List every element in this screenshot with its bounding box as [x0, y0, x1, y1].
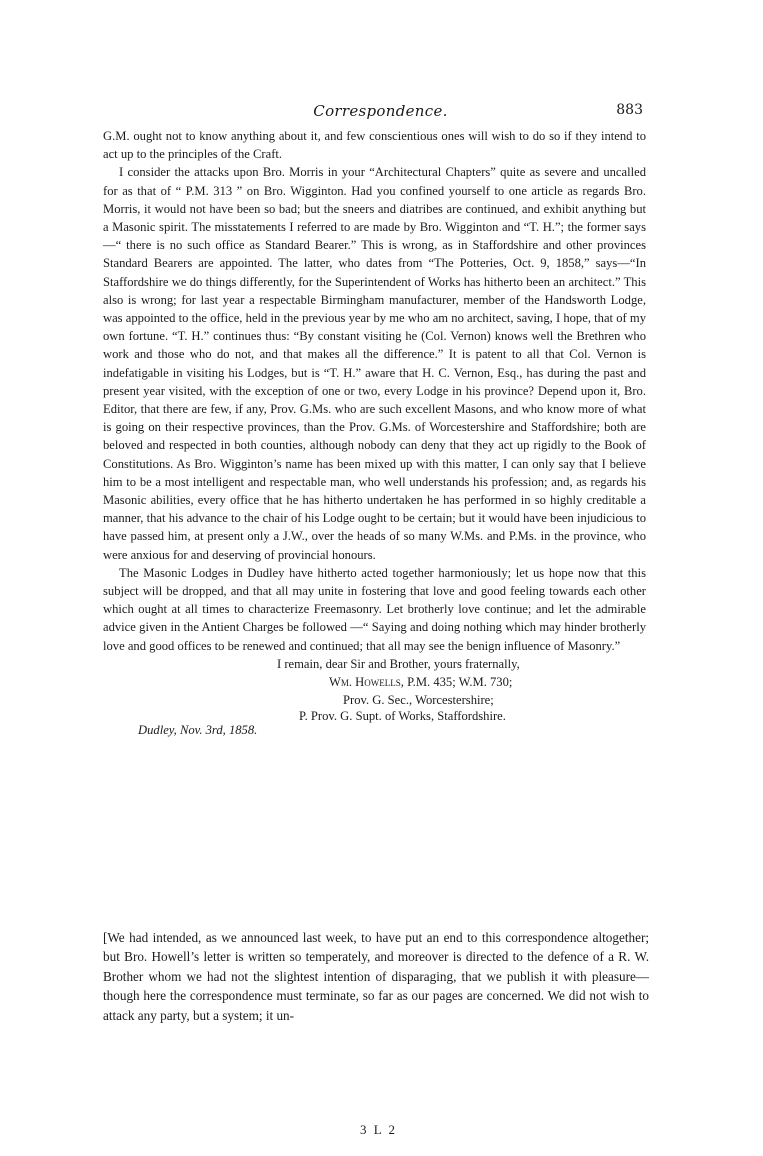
page-number: 883	[616, 102, 643, 118]
running-title: Correspondence.	[313, 102, 448, 120]
signature-mark: 3 L 2	[360, 1122, 397, 1137]
signature-line-3: P. Prov. G. Supt. of Works, Staffordshire.	[299, 708, 506, 723]
signature-titles: , P.M. 435; W.M. 730;	[400, 675, 513, 690]
signature-name: Wm. Howells	[329, 675, 401, 690]
place-and-date: Dudley, Nov. 3rd, 1858.	[138, 722, 258, 737]
signature-line-1	[329, 673, 646, 691]
letter-paragraph-2: I consider the attacks upon Bro. Morris in your “Architectural Chapters” quite as severe and uncalled for as that of “ P.M. 313 ” on Bro. Wigginton. Had you confined yourself to one article as regards Bro. Morris, it would not have been so bad; but the sneers and diatribes are continued, and exhibit anything but a Masonic spirit. The misstatements I referred to are made by Bro. Wigginton and “T. H.”; the former says—“ there is no such office as Standard Bearer.” This is wrong, as in Staffordshire and other provinces Standard Bearers are appointed. The latter, who dates from “The Potteries, Oct. 9, 1858,” says—“In Staffordshire we do things differently, for the Superintendent of Works has hitherto been an architect.” This also is wrong; for last year a respectable Birmingham manufacturer, member of the Handsworth Lodge, was appointed to the office, held in the previous year by me who am no architect, saving, I hope, that of my own fortune. “T. H.” continues thus: “By constant visiting he (Col. Vernon) knows well the Brethren who work and those who do not, and that makes all the difference.” It is patent to all that Col. Vernon is indefatigable in visiting his Lodges, but is “T. H.” aware that H. C. Vernon, Esq., has during the past and present year visited, with the exception of one or two, every Lodge in his province? Depend upon it, Bro. Editor, that there are few, if any, Prov. G.Ms. who are such excellent Masons, and who know more of what is going on their respective provinces, than the Prov. G.Ms. of Worcestershire and Staffordshire; both are beloved and respected in both counties, although nobody can deny that they act up rigidly to the Book of Constitutions. As Bro. Wigginton’s name has been mixed up with this matter, I can only say that I believe him to be a most intelligent and respectable man, who well understands his profession; and, as regards his Masonic abilities, every office that he has hitherto undertaken he has performed in so highly creditable a manner, that his advance to the chair of his Lodge ought to be certain; but it would have been injudicious to have passed him, at present only a J.W., over the heads of so many W.Ms. and P.Ms. in the province, who were anxious for and deserving of provincial honours.	[103, 165, 646, 562]
editorial-note: [We had intended, as we announced last week, to have put an end to this correspondence altogether; but Bro. Howell’s letter is written so temperately, and moreover is directed to the defence of a R. W. Brother whom we had not the slightest intention of disparaging, that we publish it with pleasure—though here the correspondence must terminate, so far as our pages are concerned. We did not wish to attack any party, but a system; it un-	[103, 930, 649, 1023]
letter-paragraph-3: The Masonic Lodges in Dudley have hitherto acted together harmoniously; let us hope now that this subject will be dropped, and that all may unite in fostering that love and good feeling towards each other which ought at all times to characterize Freemasonry. Let brotherly love continue; and let the admirable advice given in the Antient Charges be followed —“ Saying and doing nothing which may hinder brotherly love and good offices to be renewed and continued; that all may see the benign influence of Masonry.”	[103, 565, 646, 653]
page-header	[118, 102, 643, 124]
letter-paragraph-1: G.M. ought not to know anything about it, and few conscientious ones will wish to do so if they intend to act up to the principles of the Craft.	[103, 129, 646, 162]
signature-line-2: Prov. G. Sec., Worcestershire;	[343, 693, 494, 708]
letter-closing: I remain, dear Sir and Brother, yours fraternally,	[277, 656, 520, 671]
letter-body	[103, 127, 646, 739]
